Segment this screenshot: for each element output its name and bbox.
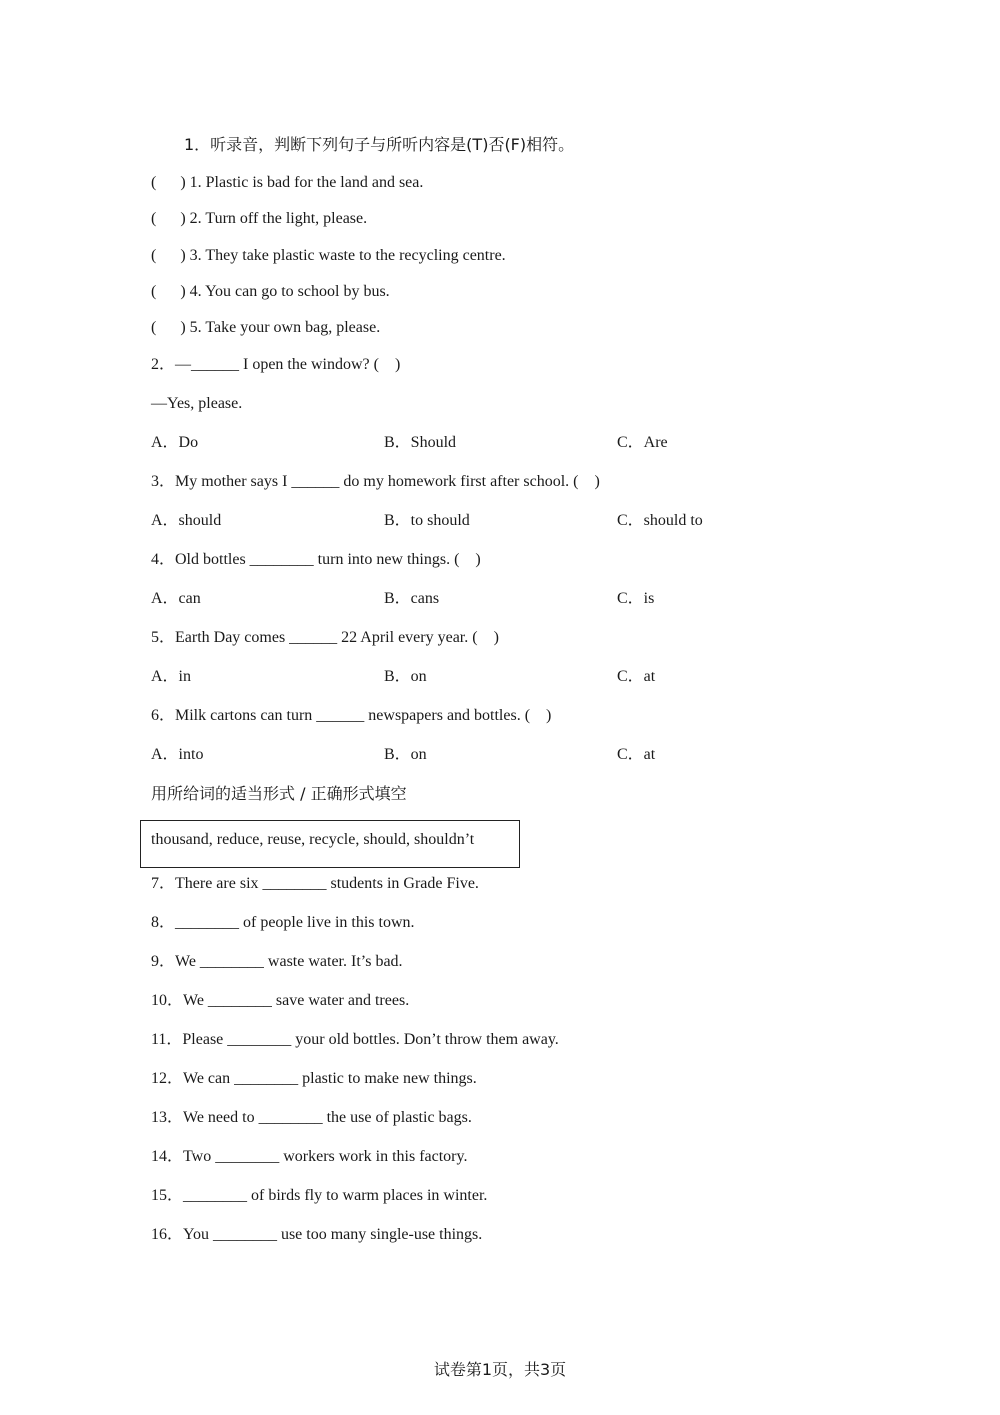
question-2-option-c: C．Are <box>617 434 668 451</box>
tf-item-5: ( ) 5. Take your own bag, please. <box>151 319 381 336</box>
question-4: 4．Old bottles ________ turn into new things. ( ) <box>151 551 481 568</box>
question-6: 6．Milk cartons can turn ______ newspapers and bottles. ( ) <box>151 707 552 724</box>
question-4-option-a: A．can <box>151 590 201 607</box>
section1-heading: 1．听录音，判断下列句子与所听内容是(T)否(F)相符。 <box>184 135 575 154</box>
question-2-option-a: A．Do <box>151 434 199 451</box>
question-3-option-c: C．should to <box>617 512 703 529</box>
fill-item-12: 12．We can ________ plastic to make new things. <box>151 1070 477 1087</box>
question-6-option-a: A．into <box>151 746 204 763</box>
word-box <box>140 820 520 868</box>
tf-item-2: ( ) 2. Turn off the light, please. <box>151 210 368 227</box>
fill-item-7: 7．There are six ________ students in Grade Five. <box>151 875 479 892</box>
fill-item-11: 11．Please ________ your old bottles. Don’t throw them away. <box>151 1031 559 1048</box>
question-4-option-c: C．is <box>617 590 655 607</box>
word-box-text: thousand, reduce, reuse, recycle, should, shouldn’t <box>151 831 475 848</box>
question-2: 2．—______ I open the window? ( ) <box>151 356 401 373</box>
question-5: 5．Earth Day comes ______ 22 April every year. ( ) <box>151 629 499 646</box>
question-5-option-b: B．on <box>384 668 427 685</box>
fill-item-13: 13．We need to ________ the use of plastic bags. <box>151 1109 472 1126</box>
question-6-option-b: B．on <box>384 746 427 763</box>
tf-item-3: ( ) 3. They take plastic waste to the recycling centre. <box>151 247 506 264</box>
tf-item-1: ( ) 1. Plastic is bad for the land and sea. <box>151 174 424 191</box>
question-4-option-b: B．cans <box>384 590 440 607</box>
fill-section-heading: 用所给词的适当形式 / 正确形式填空 <box>151 784 407 803</box>
question-2-answer-line: —Yes, please. <box>151 395 243 412</box>
question-5-option-a: A．in <box>151 668 192 685</box>
page-footer: 试卷第1页，共3页 <box>433 1360 567 1379</box>
fill-item-9: 9．We ________ waste water. It’s bad. <box>151 953 403 970</box>
fill-item-15: 15．________ of birds fly to warm places in winter. <box>151 1187 488 1204</box>
tf-item-4: ( ) 4. You can go to school by bus. <box>151 283 390 300</box>
fill-item-14: 14．Two ________ workers work in this factory. <box>151 1148 468 1165</box>
fill-item-10: 10．We ________ save water and trees. <box>151 992 410 1009</box>
question-3: 3．My mother says I ______ do my homework first after school. ( ) <box>151 473 600 490</box>
question-3-option-b: B．to should <box>384 512 470 529</box>
fill-item-16: 16．You ________ use too many single-use things. <box>151 1226 483 1243</box>
question-5-option-c: C．at <box>617 668 656 685</box>
fill-item-8: 8．________ of people live in this town. <box>151 914 415 931</box>
question-2-option-b: B．Should <box>384 434 457 451</box>
question-6-option-c: C．at <box>617 746 656 763</box>
question-3-option-a: A．should <box>151 512 222 529</box>
